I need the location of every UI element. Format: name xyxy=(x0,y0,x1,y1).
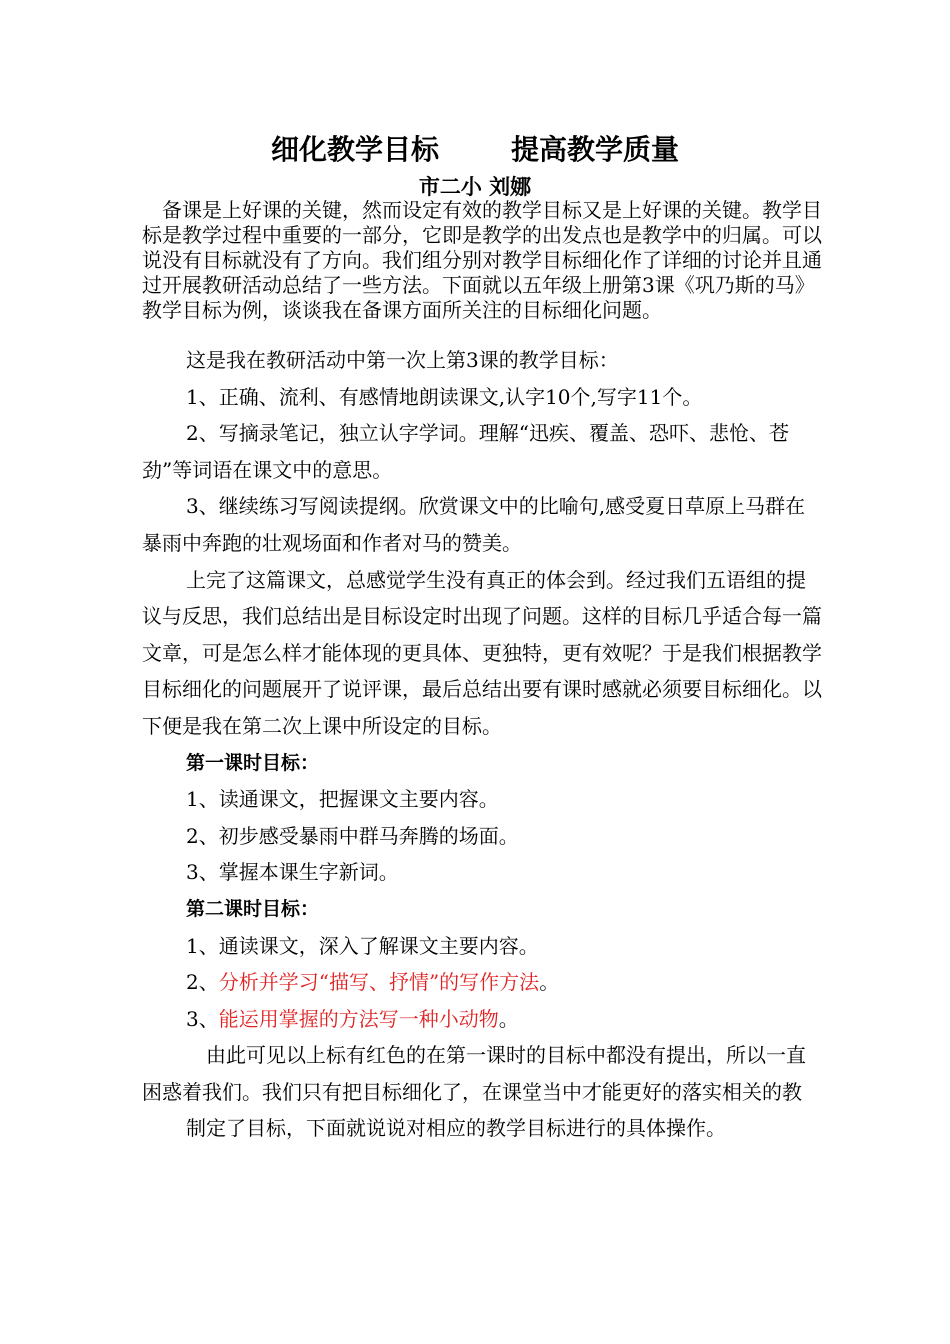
period2-heading: 第二课时目标： xyxy=(186,897,320,920)
conclusion-paragraph: 由此可见以上标有红色的在第一课时的目标中都没有提出，所以一直困惑着我们。我们只有把目标细化了，在课堂当中才能更好的落实相关的教 xyxy=(142,1043,806,1104)
period2-item-3-highlight: 能运用掌握的方法写一种小动物 xyxy=(218,1006,499,1031)
period1-heading: 第一课时目标： xyxy=(186,751,320,774)
period2-item-2-tail: 。 xyxy=(539,970,560,995)
period2-item-2-number: 2、 xyxy=(186,970,219,995)
page-title xyxy=(0,130,950,170)
period1-item-3: 3、掌握本课生字新词。 xyxy=(186,860,399,885)
first-goals-lead: 这是我在教研活动中第一次上第3课的教学目标： xyxy=(186,348,619,372)
author-line: 市二小 刘娜 xyxy=(418,175,532,199)
reflection-paragraph: 上完了这篇课文，总感觉学生没有真正的体会到。经过我们五语组的提议与反思，我们总结出是目标设定时出现了问题。这样的目标几乎适合每一篇文章，可是怎么样才能体现的更具体、更独特，更有效呢？于是我们根据教学目标细化的问题展开了说评课，最后总结出要有课时感就必须要目标细化。以下便是我在第二次上课中所设定的目标。 xyxy=(142,567,822,738)
period2-item-2 xyxy=(142,964,822,1001)
first-goal-1: 1、正确、流利、有感情地朗读课文,认字10个,写字11个。 xyxy=(186,384,703,409)
article-body xyxy=(142,342,822,1147)
closing-paragraph: 制定了目标，下面就说说对相应的教学目标进行的具体操作。 xyxy=(186,1116,726,1141)
intro-paragraph: 备课是上好课的关键，然而设定有效的教学目标又是上好课的关键。教学目标是教学过程中重要的一部分，它即是教学的出发点也是教学中的归属。可以说没有目标就没有了方向。我们组分别对教学目标细化作了详细的讨论并且通过开展教研活动总结了一些方法。下面就以五年级上册第3课《巩乃斯的马》教学目标为例，谈谈我在备课方面所关注的目标细化问题。 xyxy=(142,198,822,322)
title-left: 细化教学目标 xyxy=(270,133,439,166)
period2-item-1: 1、通读课文，深入了解课文主要内容。 xyxy=(186,933,539,958)
title-right: 提高教学质量 xyxy=(511,133,680,166)
first-goal-3: 3、继续练习写阅读提纲。欣赏课文中的比喻句,感受夏日草原上马群在暴雨中奔跑的壮观场面和作者对马的赞美。 xyxy=(142,494,806,555)
period1-item-2: 2、初步感受暴雨中群马奔腾的场面。 xyxy=(186,823,519,848)
first-goal-2: 2、写摘录笔记，独立认字学词。理解“迅疾、覆盖、恐吓、悲怆、苍劲”等词语在课文中的意思。 xyxy=(142,421,789,482)
period2-item-3-number: 3、 xyxy=(186,1006,219,1031)
period2-item-2-highlight: 分析并学习“描写、抒情”的写作方法 xyxy=(218,970,540,995)
period2-item-3 xyxy=(142,1001,822,1038)
period1-item-1: 1、读通课文，把握课文主要内容。 xyxy=(186,787,499,812)
period2-item-3-tail: 。 xyxy=(498,1006,519,1031)
